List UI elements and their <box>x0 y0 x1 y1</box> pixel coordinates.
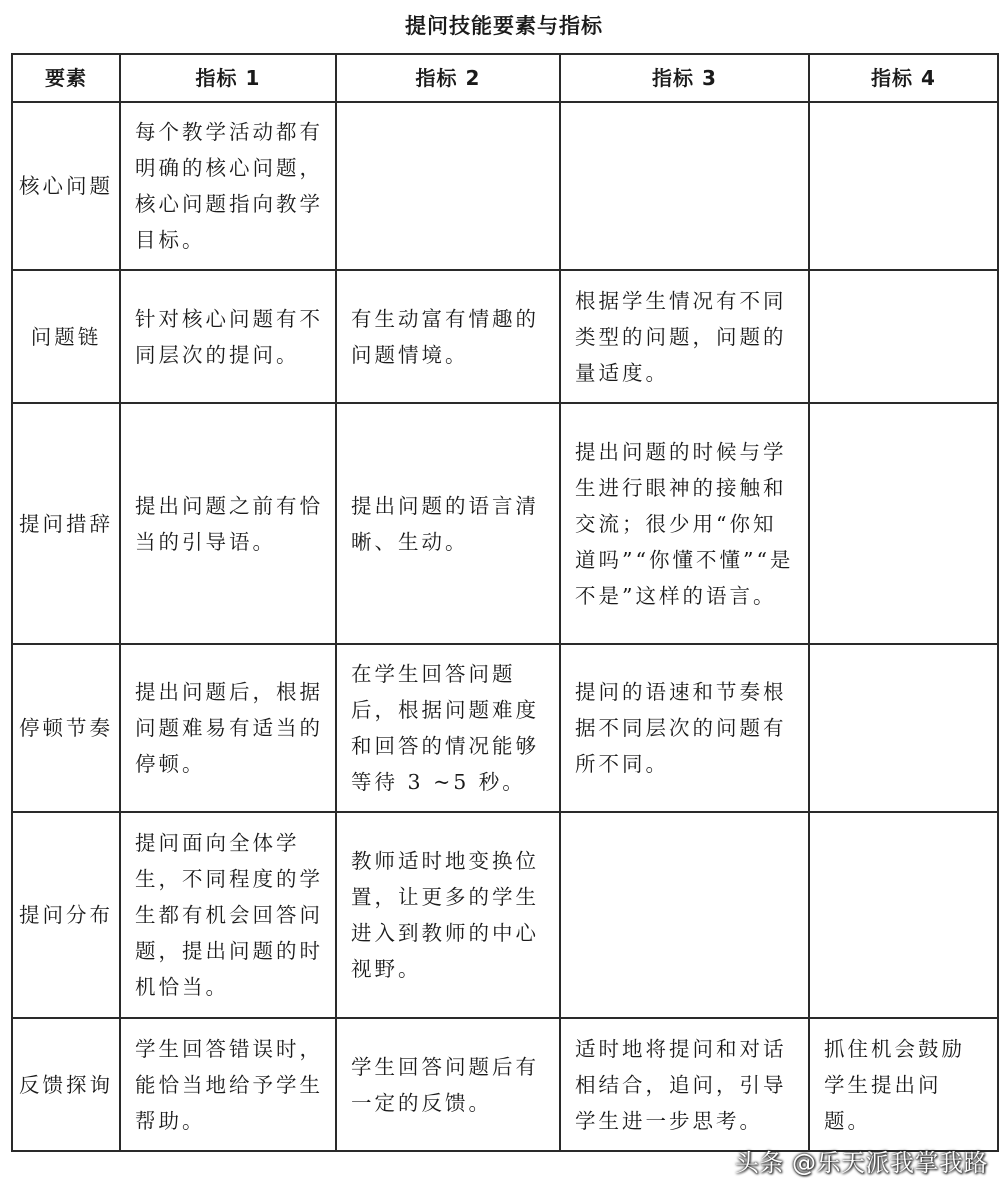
indicator-cell: 学生回答错误时，能恰当地给予学生帮助。 <box>120 1018 336 1151</box>
header-cell: 指标 2 <box>336 54 560 102</box>
document-title: 提问技能要素与指标 <box>405 14 603 38</box>
indicator-cell: 教师适时地变换位置，让更多的学生进入到教师的中心视野。 <box>336 812 560 1018</box>
indicator-cell: 针对核心问题有不同层次的提问。 <box>120 270 336 403</box>
indicator-cell <box>809 644 998 812</box>
table-row <box>12 644 998 812</box>
indicator-cell: 适时地将提问和对话相结合，追问，引导学生进一步思考。 <box>560 1018 809 1151</box>
indicator-cell: 提出问题后，根据问题难易有适当的停顿。 <box>120 644 336 812</box>
element-cell: 反馈探询 <box>12 1018 120 1151</box>
indicator-cell: 在学生回答问题后，根据问题难度和回答的情况能够等待 3 ~5 秒。 <box>336 644 560 812</box>
indicator-cell <box>560 102 809 270</box>
indicator-cell: 根据学生情况有不同类型的问题，问题的量适度。 <box>560 270 809 403</box>
element-cell: 问题链 <box>12 270 120 403</box>
indicator-cell <box>809 812 998 1018</box>
header-cell: 要素 <box>12 54 120 102</box>
indicator-table <box>11 53 999 1152</box>
indicator-cell: 学生回答问题后有一定的反馈。 <box>336 1018 560 1151</box>
indicator-cell: 提出问题的时候与学生进行眼神的接触和交流；很少用“你知道吗”“你懂不懂”“是不是”这样的语言。 <box>560 403 809 644</box>
header-row <box>12 54 998 102</box>
table-row <box>12 270 998 403</box>
indicator-cell: 提出问题之前有恰当的引导语。 <box>120 403 336 644</box>
element-cell: 停顿节奏 <box>12 644 120 812</box>
indicator-cell: 抓住机会鼓励学生提出问题。 <box>809 1018 998 1151</box>
indicator-cell <box>336 102 560 270</box>
indicator-cell: 有生动富有情趣的问题情境。 <box>336 270 560 403</box>
table-row <box>12 812 998 1018</box>
indicator-cell <box>809 102 998 270</box>
element-cell: 核心问题 <box>12 102 120 270</box>
indicator-cell: 提问面向全体学生，不同程度的学生都有机会回答问题，提出问题的时机恰当。 <box>120 812 336 1018</box>
table-row <box>12 1018 998 1151</box>
watermark: 头条 @乐天派我掌我路 <box>734 1149 988 1177</box>
indicator-cell <box>560 812 809 1018</box>
indicator-cell <box>809 403 998 644</box>
element-cell: 提问分布 <box>12 812 120 1018</box>
table-row <box>12 102 998 270</box>
header-cell: 指标 4 <box>809 54 998 102</box>
indicator-cell: 提问的语速和节奏根据不同层次的问题有所不同。 <box>560 644 809 812</box>
indicator-cell: 提出问题的语言清晰、生动。 <box>336 403 560 644</box>
header-cell: 指标 3 <box>560 54 809 102</box>
indicator-cell <box>809 270 998 403</box>
table-row <box>12 403 998 644</box>
indicator-cell: 每个教学活动都有明确的核心问题，核心问题指向教学目标。 <box>120 102 336 270</box>
element-cell: 提问措辞 <box>12 403 120 644</box>
header-cell: 指标 1 <box>120 54 336 102</box>
